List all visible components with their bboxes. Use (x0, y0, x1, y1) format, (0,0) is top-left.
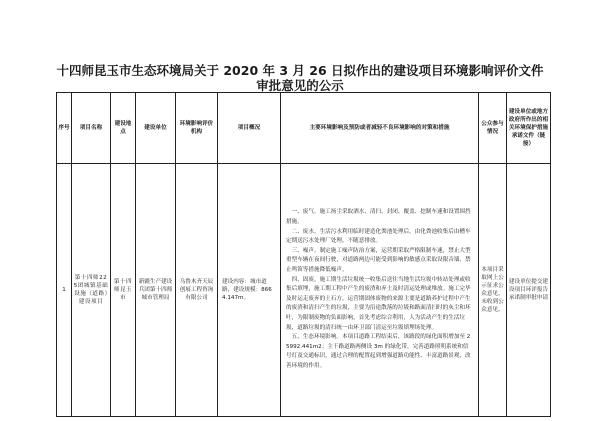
measure-solid-waste: 四、固废。施工期生活垃圾统一收集后送往当地生活垃圾中转站处理或收集后填埋，施工期工程中产生的废渣和弃土及时清运处理或堆放。施工完毕及时运走废弃的土石方。运营期固体废物的来源主要是道路养护过程中产生的废渣和清扫产生的垃圾，主要为沿途散落的垃圾和路面清扫时的灰尘和坏叶，为限制废物的负面影响，首先考虑综合利用，人为活动产生的生活垃圾，道路垃圾的清扫统一由环卫部门清运至垃圾填埋场处理。 (286, 276, 471, 331)
cell-eia-org: 乌鲁木齐天辰创展工程咨询有限公司 (176, 164, 218, 417)
measure-water: 二、废水。生活污水利用临时建造化粪池处理后，由化粪池收集后由槽车定期送污水处理厂处理，不随意排放。 (286, 228, 471, 245)
header-commitment: 建设单位或地方政府所作出的相关环境保护措施承诺文件（链接） (507, 93, 551, 164)
measure-noise: 三、噪声。制定施工噪声防治方案，运营期采取严格限制车速，禁止大型重型车辆在夜间行驶，对道路两边可能受到影响的敏感点采取设限音墙、禁止鸣笛等措施降低噪声。 (286, 247, 471, 274)
cell-project-name: 第十四师225团城镇基础设施（道路）建设项目 (72, 164, 111, 417)
title-line-2: 审批意见的公示 (256, 78, 344, 93)
document-title (40, 63, 560, 93)
measure-ecology: 五、生态环境影响。本项目道路工程结束后，该路段的绿化面积增加至 25992.441m2；主干路道路两侧设 3m 的绿化带，完善道路照明系统和信号灯及交通标识，通过合理的配置起到增强道路功能性、丰富道路景观，改善环境的作用。 (286, 334, 471, 369)
header-eia-org: 环境影响评价机构 (176, 93, 218, 164)
header-builder: 建设单位 (136, 93, 176, 164)
header-project-name: 项目名称 (72, 93, 111, 164)
header-overview: 项目概况 (218, 93, 281, 164)
cell-overview: 建设内容：城市道路，建设规模：8664.147m。 (218, 164, 281, 417)
cell-measures (281, 164, 479, 417)
measure-air: 一、废气。施工扬尘采取洒水、清扫、封闭、覆盖、挖制车速和设置围挡措施。 (286, 209, 471, 226)
cell-location: 第十四师昆玉市 (111, 164, 136, 417)
title-line-1: 十四师昆玉市生态环境局关于 2020 年 3 月 26 日拟作出的建设项目环境影响评价文件 (56, 63, 544, 78)
table-row (57, 164, 551, 417)
cell-builder: 新疆生产建设兵团第十四师城市管理局 (136, 164, 176, 417)
cell-commitment: 建设单位提交建设项目环评报告承诺制审批申请 (507, 164, 551, 417)
header-measures: 主要环境影响及预防或者减轻不良环境影响的对策和措施 (281, 93, 479, 164)
cell-seq: 1 (57, 164, 72, 417)
header-seq: 序号 (57, 93, 72, 164)
header-row (57, 93, 551, 164)
cell-public: 本项目采取网上公示征求公众意见，未收到公众意见。 (479, 164, 507, 417)
header-public: 公众参与情况 (479, 93, 507, 164)
approval-table (56, 92, 551, 417)
header-location: 建设地点 (111, 93, 136, 164)
